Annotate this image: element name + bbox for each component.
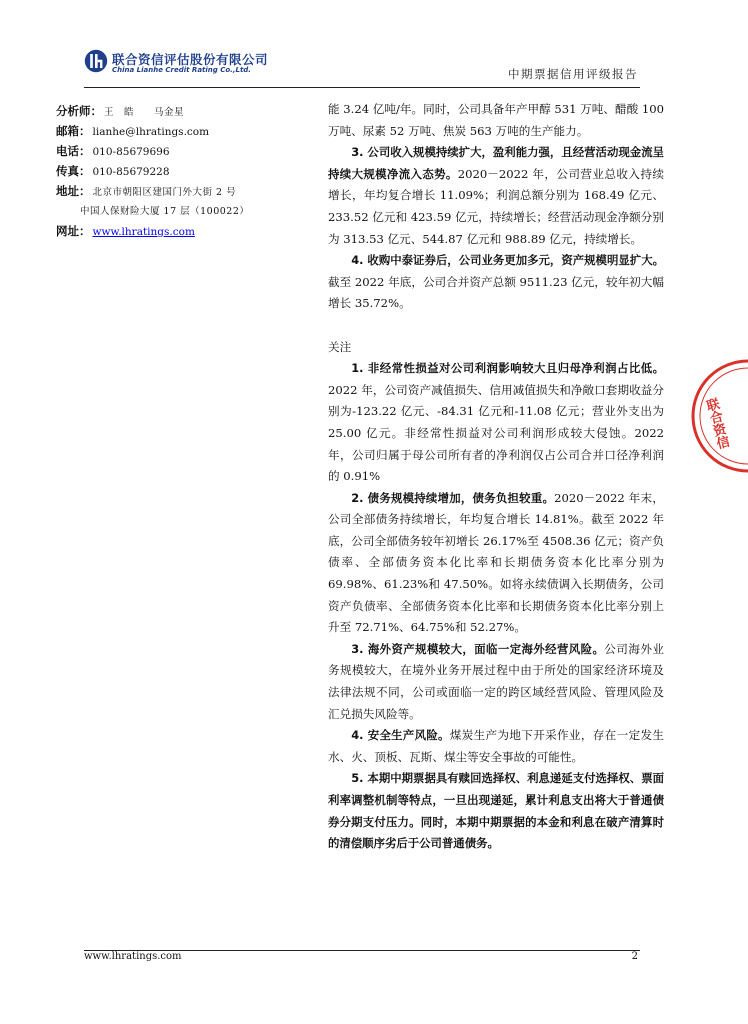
concerns-heading: 关注 — [328, 339, 352, 354]
strength-3-text: 2020－2022 年，公司营业总收入持续增长，年均复合增长 11.09%；利润总额分别为 168.49 亿元、233.52 亿元和 423.59 亿元，持续增长；经营活动现金净额分别为 313.53 亿元、544.87 亿元和 988.89 亿元，持续增长。 — [328, 166, 664, 246]
company-name-en: China Lianhe Credit Rating Co.,Ltd. — [112, 66, 251, 74]
website-row — [56, 223, 306, 243]
contact-info — [56, 103, 306, 243]
strength-3 — [328, 142, 664, 250]
concern-5 — [328, 768, 664, 854]
concern-2-heading: 2. 债务规模持续增加，债务负担较重。 — [351, 490, 555, 505]
concern-3-text: 公司海外业务规模较大，在境外业务开展过程中由于所处的国家经济环境及法律法规不同，公司或面临一定的跨区域经营风险、管理风险及汇兑损失风险等。 — [328, 641, 664, 721]
concern-2 — [328, 488, 664, 639]
analyst-row — [56, 103, 306, 123]
strength-4 — [328, 250, 664, 315]
footer-website[interactable]: www.lhratings.com — [84, 951, 182, 962]
paragraph-capacity: 能 3.24 亿吨/年。同时，公司具备年产甲醇 531 万吨、醋酸 100 万吨、尿素 52 万吨、焦炭 563 万吨的生产能力。 — [328, 102, 664, 138]
concern-2-text: 2020－2022 年末，公司全部债务持续增长，年均复合增长 14.81%。截至 2022 年底，公司全部债务较年初增长 26.17%至 4508.36 亿元；资产负债率、全部债务资本化比率和长期债务资本化比率分别为 69.98%、61.23%和 47.50%。如将永续债调入长期债务，公司资产负债率、全部债务资本化比率和长期债务资本化比率分别上升至 72.71%、64.75%和 52.27%。 — [328, 490, 664, 635]
fax-label: 传真： — [56, 164, 91, 178]
address-row — [56, 183, 306, 203]
phone-label: 电话： — [56, 144, 91, 158]
concern-1-heading: 1. 非经常性损益对公司利润影响较大且归母净利润占比低。 — [351, 361, 664, 376]
report-body — [328, 99, 664, 855]
email-value: lianhe@lhratings.com — [92, 126, 210, 138]
document-title: 中期票据信用评级报告 — [508, 67, 638, 81]
phone-row — [56, 143, 306, 163]
concern-4-text: 煤炭生产为地下开采作业，存在一定发生水、火、顶板、瓦斯、煤尘等安全事故的可能性。 — [328, 728, 665, 764]
fax-value: 010-85679228 — [92, 166, 170, 178]
website-label: 网址： — [56, 224, 91, 238]
address-line-1: 北京市朝阳区建国门外大街 2 号 — [92, 187, 237, 198]
company-seal-icon — [688, 356, 748, 476]
concern-4 — [328, 725, 664, 768]
header-divider — [84, 87, 640, 88]
concern-1 — [328, 358, 664, 488]
analyst-label: 分析师： — [56, 104, 102, 118]
company-name-cn: 联合资信评估股份有限公司 — [112, 52, 269, 67]
strength-4-text: 截至 2022 年底，公司合并资产总额 9511.23 亿元，较年初大幅增长 35.72%。 — [328, 274, 664, 311]
concern-3 — [328, 639, 664, 725]
strength-3-heading: 3. 公司收入规模持续扩大，盈利能力强，且经营活动现金流呈持续大规模净流入态势。 — [328, 145, 664, 181]
address-label: 地址： — [56, 184, 91, 198]
email-label: 邮箱： — [56, 124, 91, 138]
strength-4-heading: 4. 收购中泰证券后，公司业务更加多元，资产规模明显扩大。 — [351, 253, 664, 268]
concern-3-heading: 3. 海外资产规模较大，面临一定海外经营风险。 — [351, 641, 605, 656]
website-link[interactable]: www.lhratings.com — [92, 226, 195, 238]
page-header — [84, 46, 640, 86]
address-line-2: 中国人保财险大厦 17 层（100022） — [80, 206, 250, 217]
concern-1-text: 2022 年，公司资产减值损失、信用减值损失和净敞口套期收益分别为-123.22 亿元、-84.31 亿元和-11.08 亿元；营业外支出为 25.00 亿元。非经常性损益对公司利润形成较大侵蚀。2022 年，公司归属于母公司所有者的净利润仅占公司合并口径净利润的 0.91% — [328, 382, 664, 484]
concern-5-heading: 5. 本期中期票据具有赎回选择权、利息递延支付选择权、票面利率调整机制等特点，一旦出现递延，累计利息支出将大于普通债券分期支付压力。同时，本期中期票据的本金和利息在破产清算时的清偿顺序劣后于公司普通债务。 — [328, 771, 664, 851]
phone-value: 010-85679696 — [92, 146, 170, 158]
lianhe-logo-icon — [84, 49, 108, 73]
concern-4-heading: 4. 安全生产风险。 — [351, 728, 450, 743]
fax-row — [56, 163, 306, 183]
seal-text: 联合资信 — [702, 396, 731, 451]
analyst-names: 王 皓 马金星 — [104, 107, 185, 118]
email-row — [56, 123, 306, 143]
page-number: 2 — [631, 951, 638, 962]
